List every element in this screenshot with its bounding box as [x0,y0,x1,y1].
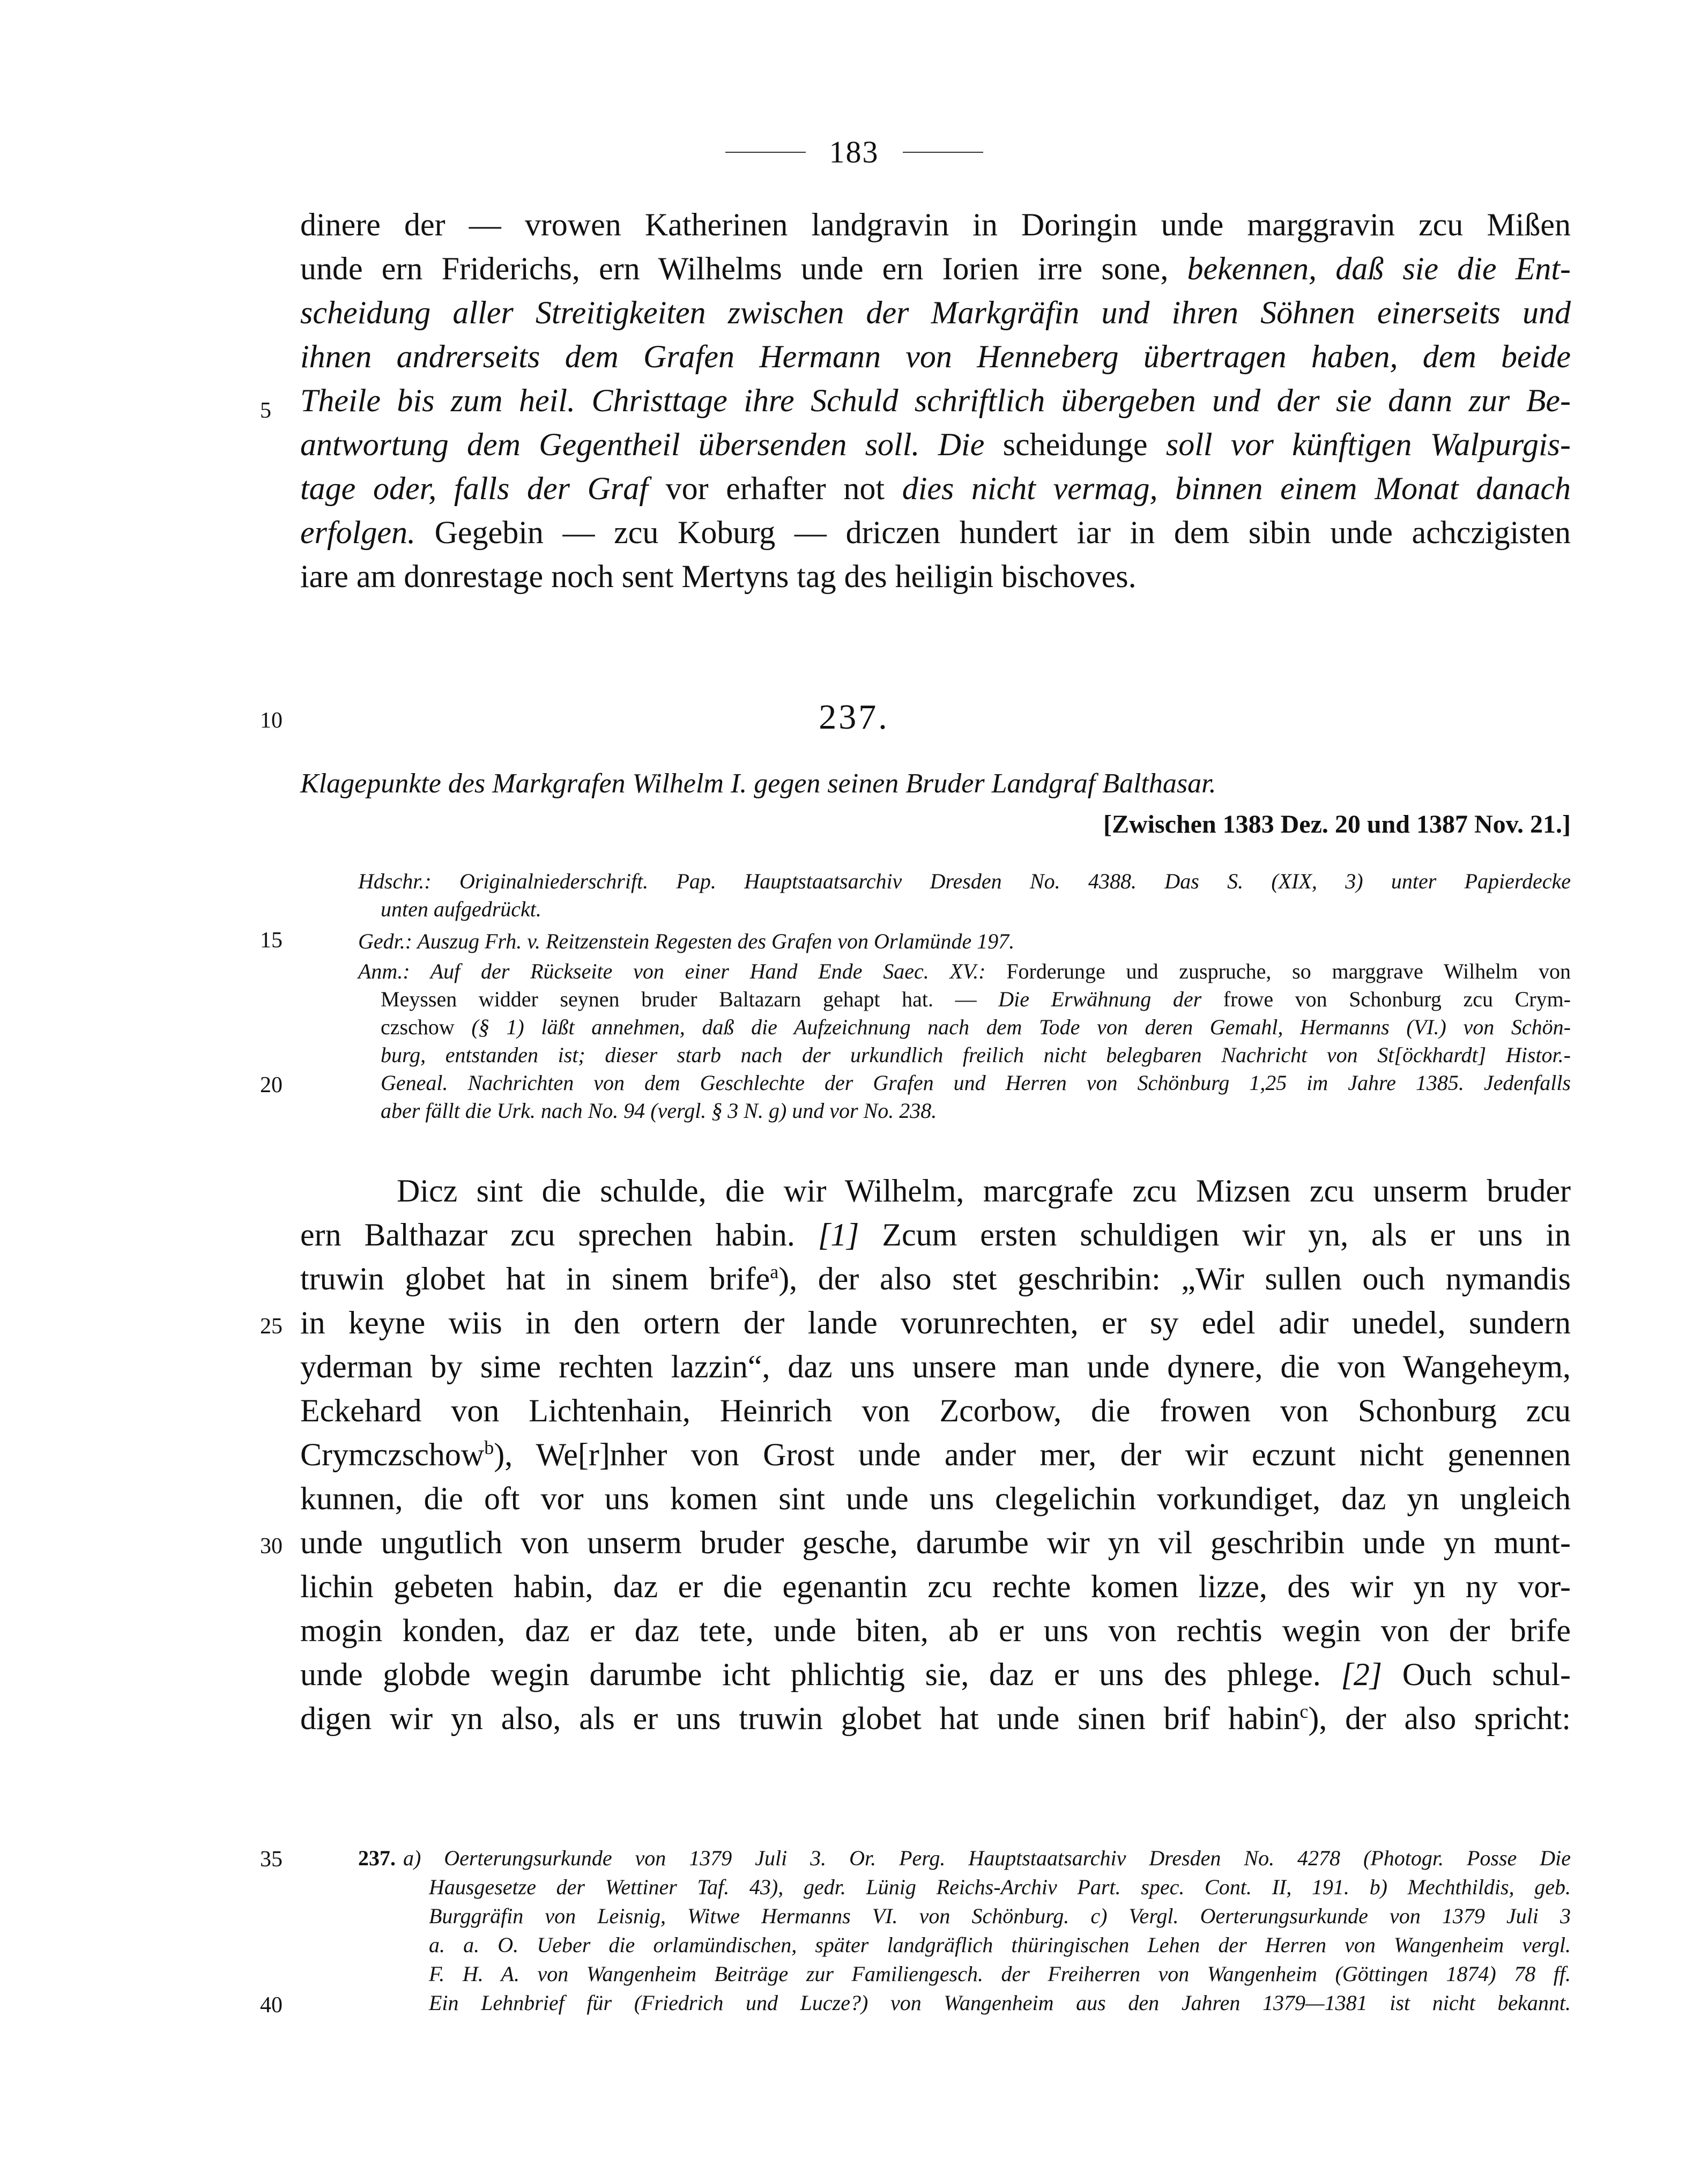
paragraph-marker: [2] [1341,1657,1383,1692]
text-span: Zcum ersten schuldigen wir yn, als er uns in [859,1217,1571,1252]
text-line [300,1213,1571,1257]
text-span: truwin globet hat in sinem brife [300,1261,770,1296]
text-line [300,1696,1571,1740]
text-span-italic: Anm.: Auf der Rückseite von einer Hand Ende Saec. XV.: [358,959,1007,983]
regest: Klagepunkte des Markgrafen Wilhelm I. gegen seinen Bruder Landgraf Balthasar. [300,768,1216,799]
footnote-mark: a [770,1261,779,1282]
text-line [300,291,1571,335]
header-rule-left [725,152,806,153]
text-span: ern Balthazar zcu sprechen habin. [300,1217,818,1252]
text-span-italic: Die Erwähnung der [998,987,1223,1011]
text-line: in keyne wiis in den ortern der lande vorunrechten, er sy edel adir unedel, sundern [300,1305,1571,1340]
apparatus-line: unten aufgedrückt. [381,897,541,921]
apparatus-line [381,985,1571,1013]
text-span-italic: scheidung aller Streitigkeiten zwischen der Markgräfin und ihren Söhnen einerseits und [300,295,1571,330]
text-span: ), der also stet geschribin: „Wir sullen ouch nymandis [778,1261,1571,1296]
footnote-line: Ein Lehnbrief für (Friedrich und Lucze?) von Wangenheim aus den Jahren 1379—1381 ist nicht bekannt. [429,1991,1571,2015]
paragraph-marker: [1] [818,1217,859,1252]
line-number: 20 [260,1073,283,1098]
text-span-italic: soll vor künftigen Walpurgis- [1147,427,1571,462]
footnote-mark: b [484,1437,494,1458]
line-number: 30 [260,1534,283,1559]
text-line [300,379,1571,422]
apparatus-line: aber fällt die Urk. nach No. 94 (vergl. § 3 N. g) und vor No. 238. [381,1099,937,1123]
text-line [300,1433,1571,1477]
text-span-italic: dies nicht vermag, binnen einem Monat danach [902,471,1571,506]
text-line [300,335,1571,379]
page-number: 183 [829,135,879,169]
text-line [300,422,1571,466]
text-line [300,466,1571,510]
text-span-italic: (§ 1) läßt annehmen, daß die Aufzeichnung nach dem Tode von deren Gemahl, Hermanns (VI.) von Schön- [471,1015,1571,1039]
text-line: lichin gebeten habin, daz er die egenantin zcu rechte komen lizze, des wir yn ny vor- [300,1569,1571,1604]
text-span: Meyssen widder seynen bruder Baltazarn gehapt hat. — [381,987,999,1011]
header-rule-right [903,152,983,153]
text-line: unde ungutlich von unserm bruder gesche, darumbe wir yn vil geschribin unde yn munt- [300,1525,1571,1560]
text-span: vor erhafter not [665,471,902,506]
footnote-line: Burggräfin von Leisnig, Witwe Hermanns VI. von Schönburg. c) Vergl. Oerterungsurkunde von 1379 Juli 3 [429,1904,1571,1928]
text-span: scheidunge [1002,427,1148,462]
text-span: digen wir yn also, als er uns truwin globet hat unde sinen brif habin [300,1701,1300,1736]
line-number: 5 [260,398,271,423]
text-span: unde globde wegin darumbe icht phlichtig sie, daz er uns des phlege. [300,1657,1341,1692]
text-span: Ouch schul- [1382,1657,1571,1692]
apparatus-line [358,958,1571,985]
text-span: unde ern Friderichs, ern Wilhelms unde ern Iorien irre sone, [300,251,1187,286]
text-line [300,247,1571,291]
footnote-line [358,1844,1571,1872]
footnote-number: 237. [358,1846,396,1870]
apparatus-line: Geneal. Nachrichten von dem Geschlechte der Grafen und Herren von Schönburg 1,25 im Jahre 1385. Jedenfalls [381,1071,1571,1095]
text-span: Crymczschow [300,1437,485,1472]
text-line [300,510,1571,554]
footnote-mark: c [1299,1701,1309,1722]
text-span-italic: antwortung dem Gegentheil übersenden soll. Die [300,427,1003,462]
line-number: 25 [260,1314,283,1339]
text-span: frowe von Schonburg zcu Crym- [1223,987,1571,1011]
text-span: Forderunge und zuspruche, so marggrave Wilhelm von [1006,959,1571,983]
text-line: Eckehard von Lichtenhain, Heinrich von Zcorbow, die frowen von Schonburg zcu [300,1393,1571,1428]
document-number: 237. [819,698,889,737]
line-number: 40 [260,1993,283,2018]
text-span-italic: bekennen, daß sie die Ent- [1187,251,1571,286]
text-span-italic: erfolgen. [300,515,415,550]
text-line [300,1652,1571,1696]
page-header [0,134,1708,170]
apparatus-line: Hdschr.: Originalniederschrift. Pap. Hauptstaatsarchiv Dresden No. 4388. Das S. (XIX, 3) unter Papierdecke [358,869,1571,893]
text-span: Gegebin — zcu Koburg — driczen hundert iar in dem sibin unde achczigisten [415,515,1571,550]
text-line [300,1257,1571,1301]
footnote-line: Hausgesetze der Wettiner Taf. 43), gedr. Lünig Reichs-Archiv Part. spec. Cont. II, 191. b) Mechthildis, geb. [429,1875,1571,1899]
text-line [300,203,1571,247]
text-span: dinere der — vrowen Katherinen landgravin in Doringin unde marggravin zcu Mißen [300,207,1571,242]
text-line: yderman by sime rechten lazzin“, daz uns unsere man unde dynere, die von Wangeheym, [300,1349,1571,1384]
line-number: 15 [260,928,283,953]
document-date: [Zwischen 1383 Dez. 20 und 1387 Nov. 21.] [1103,810,1571,839]
apparatus-line [381,1013,1571,1041]
text-line: kunnen, die oft vor uns komen sint unde uns clegelichin vorkundiget, daz yn ungleich [300,1481,1571,1516]
line-number: 35 [260,1847,283,1872]
footnote-line: F. H. A. von Wangenheim Beiträge zur Familiengesch. der Freiherren von Wangenheim (Göttingen 1874) 78 ff. [429,1962,1571,1986]
text-span: czschow [381,1015,472,1039]
text-span: iare am donrestage noch sent Mertyns tag des heiligin bischoves. [300,559,1137,594]
text-line: mogin konden, daz er daz tete, unde biten, ab er uns von rechtis wegin von der brife [300,1613,1571,1648]
text-span: ), der also spricht: [1308,1701,1571,1736]
apparatus-line: Gedr.: Auszug Frh. v. Reitzenstein Regesten des Grafen von Orlamünde 197. [358,929,1015,953]
footnote-line: a. a. O. Ueber die orlamündischen, später landgräflich thüringischen Lehen der Herren von Wangenheim vergl. [429,1933,1571,1957]
line-number: 10 [260,708,283,733]
text-span-italic: Theile bis zum heil. Christtage ihre Schuld schriftlich übergeben und der sie dann zur Be- [300,383,1571,418]
text-span-italic: a) Oerterungsurkunde von 1379 Juli 3. Or. Perg. Hauptstaatsarchiv Dresden No. 4278 (Photogr. Posse Die [403,1846,1571,1870]
apparatus-line: burg, entstanden ist; dieser starb nach der urkundlich freilich nicht belegbaren Nachricht von St[öckhardt] Histor.- [381,1043,1571,1067]
text-line: Dicz sint die schulde, die wir Wilhelm, marcgrafe zcu Mizsen zcu unserm bruder [397,1173,1571,1208]
text-line [300,554,1571,598]
text-span-italic: tage oder, falls der Graf [300,471,666,506]
text-span: ), We[r]nher von Grost unde ander mer, der wir eczunt nicht genennen [494,1437,1571,1472]
text-span-italic: ihnen andrerseits dem Grafen Hermann von Henneberg übertragen haben, dem beide [300,339,1571,374]
